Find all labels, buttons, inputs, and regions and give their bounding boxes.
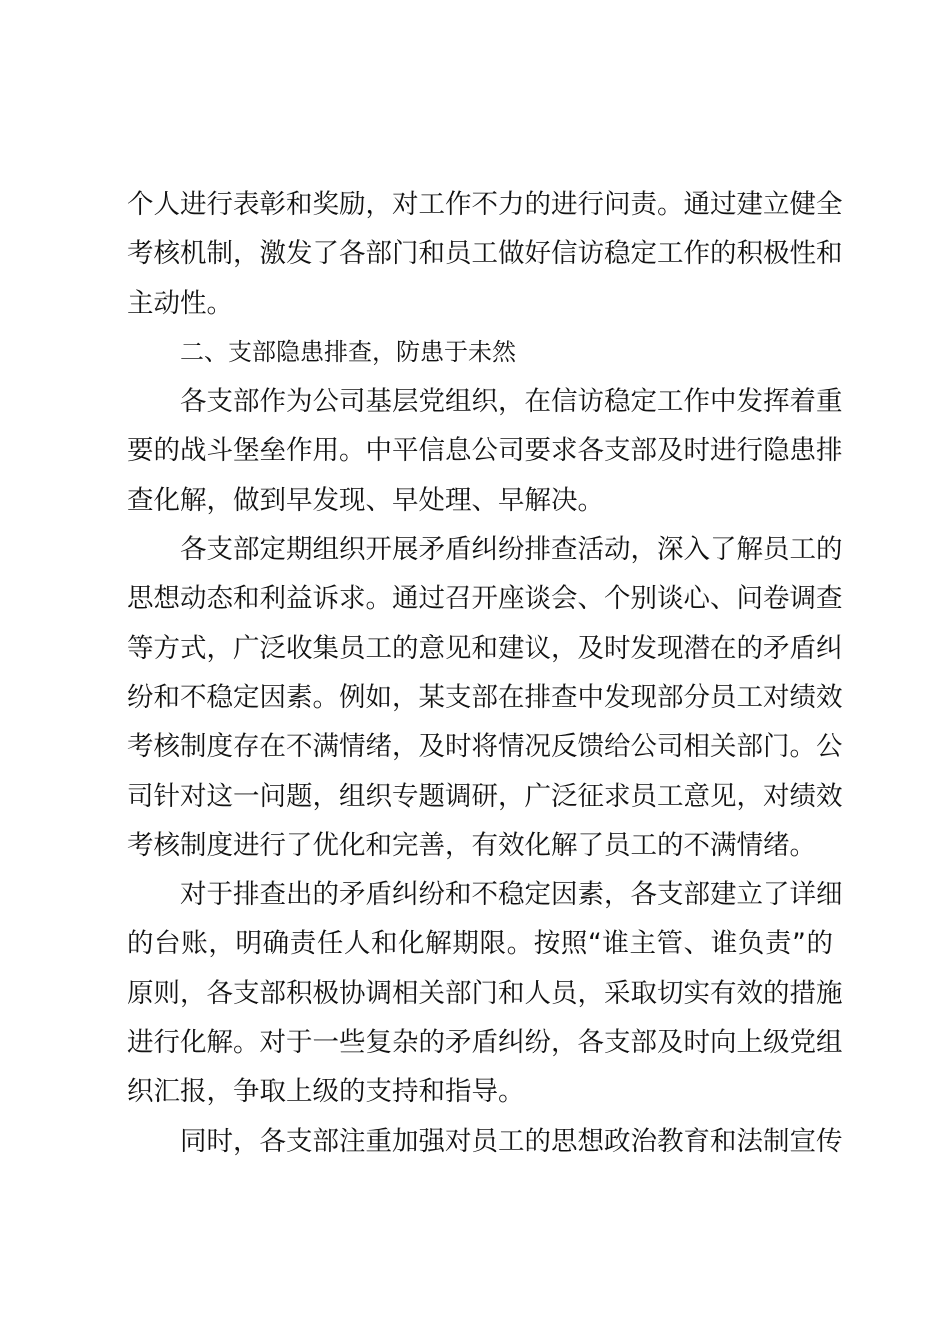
paragraph-first-line: 各支部定期组织开展矛盾纠纷排查活动，深入了解员工的 xyxy=(180,534,843,566)
body-line: 主动性。 xyxy=(127,287,233,319)
body-line: 纷和不稳定因素。例如，某支部在排查中发现部分员工对绩效 xyxy=(127,681,843,713)
section-heading: 二、支部隐患排查，防患于未然 xyxy=(180,337,516,366)
body-line: 个人进行表彰和奖励，对工作不力的进行问责。通过建立健全 xyxy=(127,189,843,220)
body-line: 织汇报，争取上级的支持和指导。 xyxy=(127,1076,525,1108)
document-body xyxy=(127,180,843,1166)
body-line: 等方式，广泛收集员工的意见和建议，及时发现潜在的矛盾纠 xyxy=(127,632,843,664)
body-line: 的台账，明确责任人和化解期限。按照“谁主管、谁负责”的 xyxy=(127,928,833,960)
body-line: 考核制度进行了优化和完善，有效化解了员工的不满情绪。 xyxy=(127,829,816,861)
body-line: 查化解，做到早发现、早处理、早解决。 xyxy=(127,484,604,516)
paragraph-first-line: 各支部作为公司基层党组织，在信访稳定工作中发挥着重 xyxy=(180,386,843,418)
body-line: 要的战斗堡垒作用。中平信息公司要求各支部及时进行隐患排 xyxy=(127,435,843,467)
body-line: 思想动态和利益诉求。通过召开座谈会、个别谈心、问卷调查 xyxy=(127,583,843,615)
body-line: 司针对这一问题，组织专题调研，广泛征求员工意见，对绩效 xyxy=(127,780,843,812)
body-line: 考核机制，激发了各部门和员工做好信访稳定工作的积极性和 xyxy=(127,238,843,270)
paragraph-first-line: 对于排查出的矛盾纠纷和不稳定因素，各支部建立了详细 xyxy=(180,879,843,911)
paragraph-first-line: 同时，各支部注重加强对员工的思想政治教育和法制宣传 xyxy=(180,1125,843,1157)
body-line: 考核制度存在不满情绪，及时将情况反馈给公司相关部门。公 xyxy=(127,731,843,763)
body-line: 进行化解。对于一些复杂的矛盾纠纷，各支部及时向上级党组 xyxy=(127,1027,843,1059)
body-line: 原则，各支部积极协调相关部门和人员，采取切实有效的措施 xyxy=(127,977,843,1009)
